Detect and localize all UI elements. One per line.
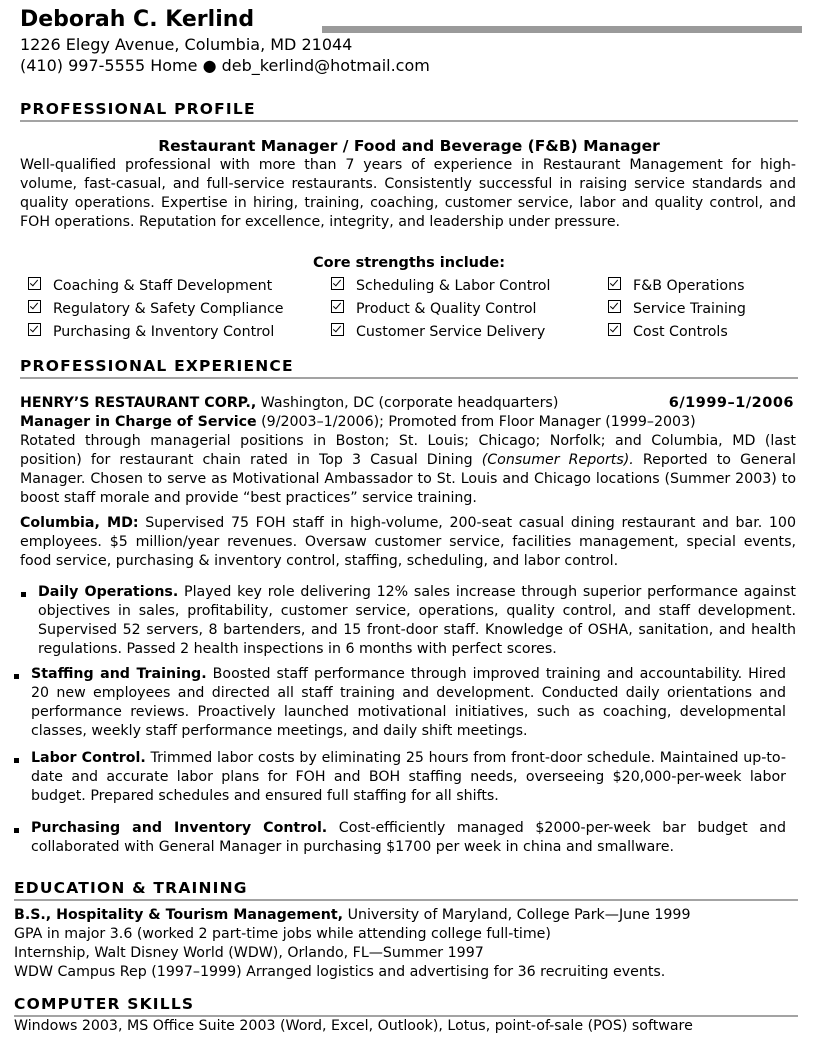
strength-item: Purchasing & Inventory Control xyxy=(28,323,274,342)
section-rule xyxy=(14,899,798,901)
degree-detail: University of Maryland, College Park—June 1999 xyxy=(347,907,691,923)
strength-item: Cost Controls xyxy=(608,323,728,342)
phone: (410) 997-5555 Home xyxy=(20,56,198,75)
candidate-name: Deborah C. Kerlind xyxy=(20,7,255,32)
email: deb_kerlind@hotmail.com xyxy=(221,56,430,75)
achievement-bullet: Daily Operations. Played key role delivering 12% sales increase through superior performance against objectives in sales, profitability, customer service, operations, quality control, and staff development. Supervised 52 servers, 8 bartenders, and 15 front-door staff. Knowledge of OSHA, sanitation, and health regulations. Passed 2 health inspections in 6 months with perfect scores. xyxy=(38,584,796,657)
strength-item: Customer Service Delivery xyxy=(331,323,545,342)
company-name: HENRY’S RESTAURANT CORP., xyxy=(20,395,257,411)
section-heading-profile: PROFESSIONAL PROFILE xyxy=(20,100,256,118)
role-line xyxy=(20,413,696,432)
campus-rep-line: WDW Campus Rep (1997–1999) Arranged logistics and advertising for 36 recruiting events. xyxy=(14,964,666,980)
checkbox-icon xyxy=(331,277,344,290)
columbia-summary: Columbia, MD: Supervised 75 FOH staff in high-volume, 200-seat casual dining restaurant and bar. 100 employees. $5 million/year revenues. Oversaw customer service, facilities management, special events, food service, purchasing & inventory control, staffing, scheduling, and labor control. xyxy=(20,515,796,569)
role-detail: (9/2003–1/2006); Promoted from Floor Manager (1999–2003) xyxy=(261,414,696,430)
bullet-icon xyxy=(14,758,19,763)
checkbox-icon xyxy=(28,323,41,336)
publication-citation: (Consumer Reports). xyxy=(481,452,634,468)
bullet-icon xyxy=(14,828,19,833)
section-heading-skills: COMPUTER SKILLS xyxy=(14,995,195,1013)
strength-item: Regulatory & Safety Compliance xyxy=(28,300,284,319)
achievement-bullet: Purchasing and Inventory Control. Cost-efficiently managed $2000-per-week bar budget and collaborated with General Manager in purchasing $1700 per week in china and smallware. xyxy=(31,820,786,855)
profile-headline: Restaurant Manager / Food and Beverage (F&B) Manager xyxy=(158,137,660,155)
section-heading-education: EDUCATION & TRAINING xyxy=(14,879,248,897)
degree-title: B.S., Hospitality & Tourism Management, xyxy=(14,907,344,923)
checkbox-icon xyxy=(608,277,621,290)
checkbox-icon xyxy=(28,300,41,313)
profile-summary: Well-qualified professional with more than 7 years of experience in Restaurant Management for high-volume, fast-casual, and full-service restaurants. Consistently successful in raising service standards and quality operations. Expertise in hiring, training, coaching, customer service, labor and quality control, and FOH operations. Reputation for excellence, integrity, and leadership under pressure. xyxy=(20,157,796,230)
checkbox-icon xyxy=(608,300,621,313)
header-bar xyxy=(322,26,802,33)
core-strengths-title: Core strengths include: xyxy=(312,255,505,271)
columbia-label: Columbia, MD: xyxy=(20,515,139,531)
employer-line xyxy=(20,394,558,413)
strength-item: Product & Quality Control xyxy=(331,300,536,319)
degree-line xyxy=(14,906,690,925)
strength-item: F&B Operations xyxy=(608,277,744,296)
gpa-line: GPA in major 3.6 (worked 2 part-time jobs while attending college full-time) xyxy=(14,926,551,942)
contact-line xyxy=(20,55,430,76)
strength-item: Coaching & Staff Development xyxy=(28,277,272,296)
internship-line: Internship, Walt Disney World (WDW), Orlando, FL—Summer 1997 xyxy=(14,945,484,961)
address: 1226 Elegy Avenue, Columbia, MD 21044 xyxy=(20,35,353,54)
section-rule xyxy=(20,120,798,122)
company-location: Washington, DC (corporate headquarters) xyxy=(260,395,559,411)
checkbox-icon xyxy=(608,323,621,336)
employment-dates: 6/1999–1/2006 xyxy=(668,395,794,411)
experience-intro: Rotated through managerial positions in Boston; St. Louis; Chicago; Norfolk; and Columbia, MD (last position) for restaurant chain rated in Top 3 Casual Dining (Consumer Reports). Reported to General Manager. Chosen to serve as Motivational Ambassador to St. Louis and Chicago locations (Summer 2003) to boost staff morale and provide “best practices” service training. xyxy=(20,433,796,506)
role-title: Manager in Charge of Service xyxy=(20,414,257,430)
strength-item: Service Training xyxy=(608,300,746,319)
achievement-bullet: Staffing and Training. Boosted staff performance through improved training and accountability. Hired 20 new employees and directed all staff training and development. Conducted daily orientations and performance reviews. Proactively launched motivational initiatives, such as coaching, developmental classes, weekly staff performance meetings, and daily shift meetings. xyxy=(31,666,787,739)
skills-line: Windows 2003, MS Office Suite 2003 (Word, Excel, Outlook), Lotus, point-of-sale (POS) software xyxy=(14,1018,693,1034)
section-rule xyxy=(20,377,798,379)
checkbox-icon xyxy=(331,323,344,336)
checkbox-icon xyxy=(331,300,344,313)
separator-dot: ● xyxy=(202,56,217,75)
bullet-icon xyxy=(14,674,19,679)
checkbox-icon xyxy=(28,277,41,290)
strength-item: Scheduling & Labor Control xyxy=(331,277,550,296)
achievement-bullet: Labor Control. Trimmed labor costs by eliminating 25 hours from front-door schedule. Maintained up-to-date and accurate labor plans for FOH and BOH staffing needs, overseeing $20,000-per-week labor budget. Prepared schedules and ensured full staffing for all shifts. xyxy=(31,750,786,804)
bullet-icon xyxy=(21,592,26,597)
section-heading-experience: PROFESSIONAL EXPERIENCE xyxy=(20,357,294,375)
